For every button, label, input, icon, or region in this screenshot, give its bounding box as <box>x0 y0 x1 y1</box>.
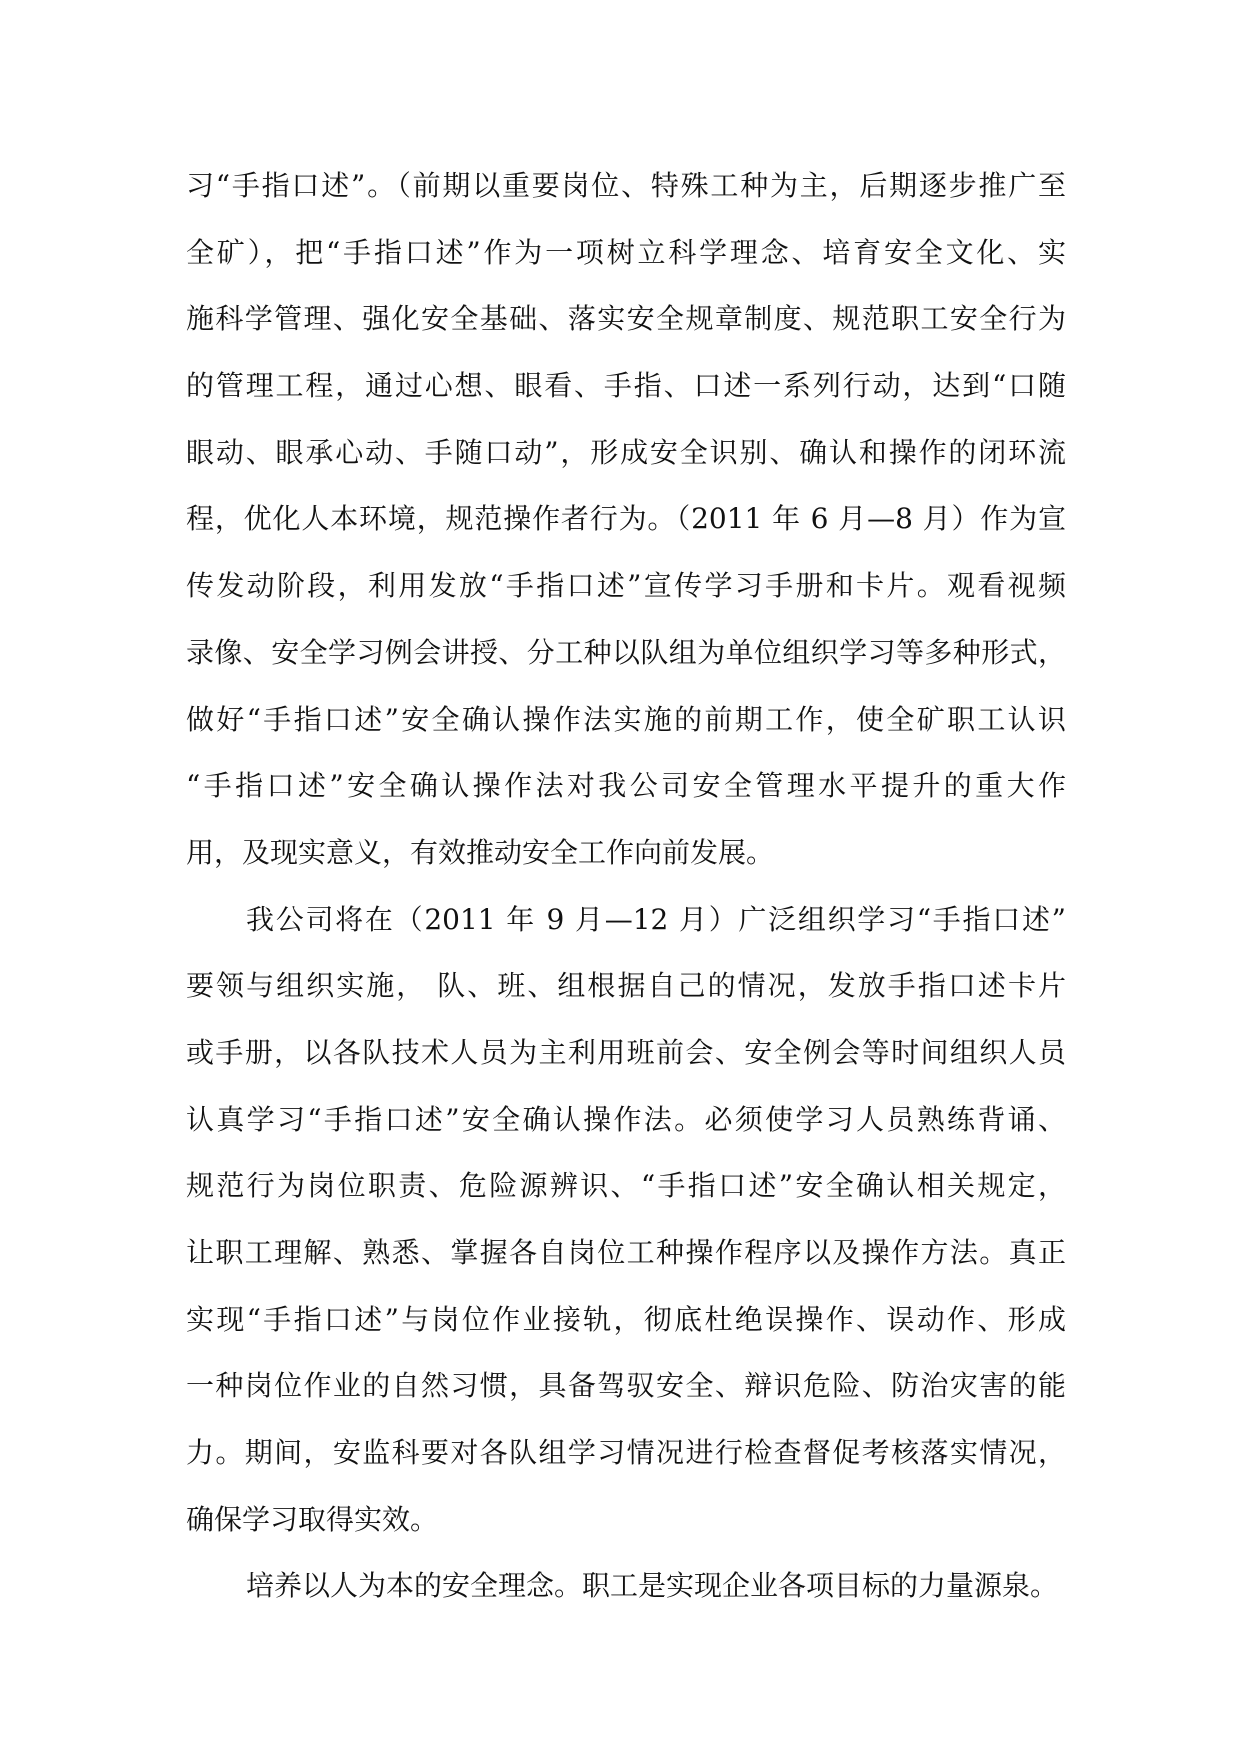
text-line: 传发动阶段，利用发放“手指口述”宣传学习手册和卡片。观看视频 <box>186 569 1066 603</box>
text-line: 要领与组织实施， 队、班、组根据自己的情况，发放手指口述卡片 <box>186 969 1066 1003</box>
text-line: 实现“手指口述”与岗位作业接轨，彻底杜绝误操作、误动作、形成 <box>186 1302 1066 1336</box>
text-line: 眼动、眼承心动、手随口动”，形成安全识别、确认和操作的闭环流 <box>186 435 1066 469</box>
paragraph-3 <box>186 1553 1066 1620</box>
text-line: 让职工理解、熟悉、掌握各自岗位工种操作程序以及操作方法。真正 <box>186 1236 1066 1269</box>
text-line: “手指口述”安全确认操作法对我公司安全管理水平提升的重大作 <box>186 769 1066 803</box>
text-line: 做好“手指口述”安全确认操作法实施的前期工作，使全矿职工认识 <box>186 702 1066 736</box>
text-line: 用，及现实意义，有效推动安全工作向前发展。 <box>186 835 775 869</box>
text-line: 我公司将在（2011 年 9 月—12 月）广泛组织学习“手指口述” <box>246 902 1066 936</box>
text-line: 习“手指口述”。（前期以重要岗位、特殊工种为主，后期逐步推广至 <box>186 169 1066 202</box>
text-line: 全矿），把“手指口述”作为一项树立科学理念、培育安全文化、实 <box>186 235 1066 269</box>
text-line: 认真学习“手指口述”安全确认操作法。必须使学习人员熟练背诵、 <box>186 1102 1066 1136</box>
text-line: 培养以人为本的安全理念。职工是实现企业各项目标的力量源泉。 <box>246 1569 1059 1603</box>
paragraph-1 <box>186 153 1066 887</box>
paragraph-2 <box>186 887 1066 1554</box>
text-line: 规范行为岗位职责、危险源辨识、“手指口述”安全确认相关规定， <box>186 1169 1066 1203</box>
text-line: 施科学管理、强化安全基础、落实安全规章制度、规范职工安全行为 <box>186 302 1066 336</box>
text-line: 或手册，以各队技术人员为主利用班前会、安全例会等时间组织人员 <box>186 1035 1066 1069</box>
text-line: 录像、安全学习例会讲授、分工种以队组为单位组织学习等多种形式， <box>186 635 1066 669</box>
text-line: 一种岗位作业的自然习惯，具备驾驭安全、辩识危险、防治灾害的能 <box>186 1369 1066 1403</box>
body-text <box>186 153 1066 1620</box>
text-line: 的管理工程，通过心想、眼看、手指、口述一系列行动，达到“口随 <box>186 369 1066 403</box>
text-line: 程，优化人本环境，规范操作者行为。（2011 年 6 月—8 月）作为宣 <box>186 502 1066 536</box>
text-line: 确保学习取得实效。 <box>186 1502 439 1536</box>
text-line: 力。期间，安监科要对各队组学习情况进行检查督促考核落实情况， <box>186 1436 1066 1470</box>
